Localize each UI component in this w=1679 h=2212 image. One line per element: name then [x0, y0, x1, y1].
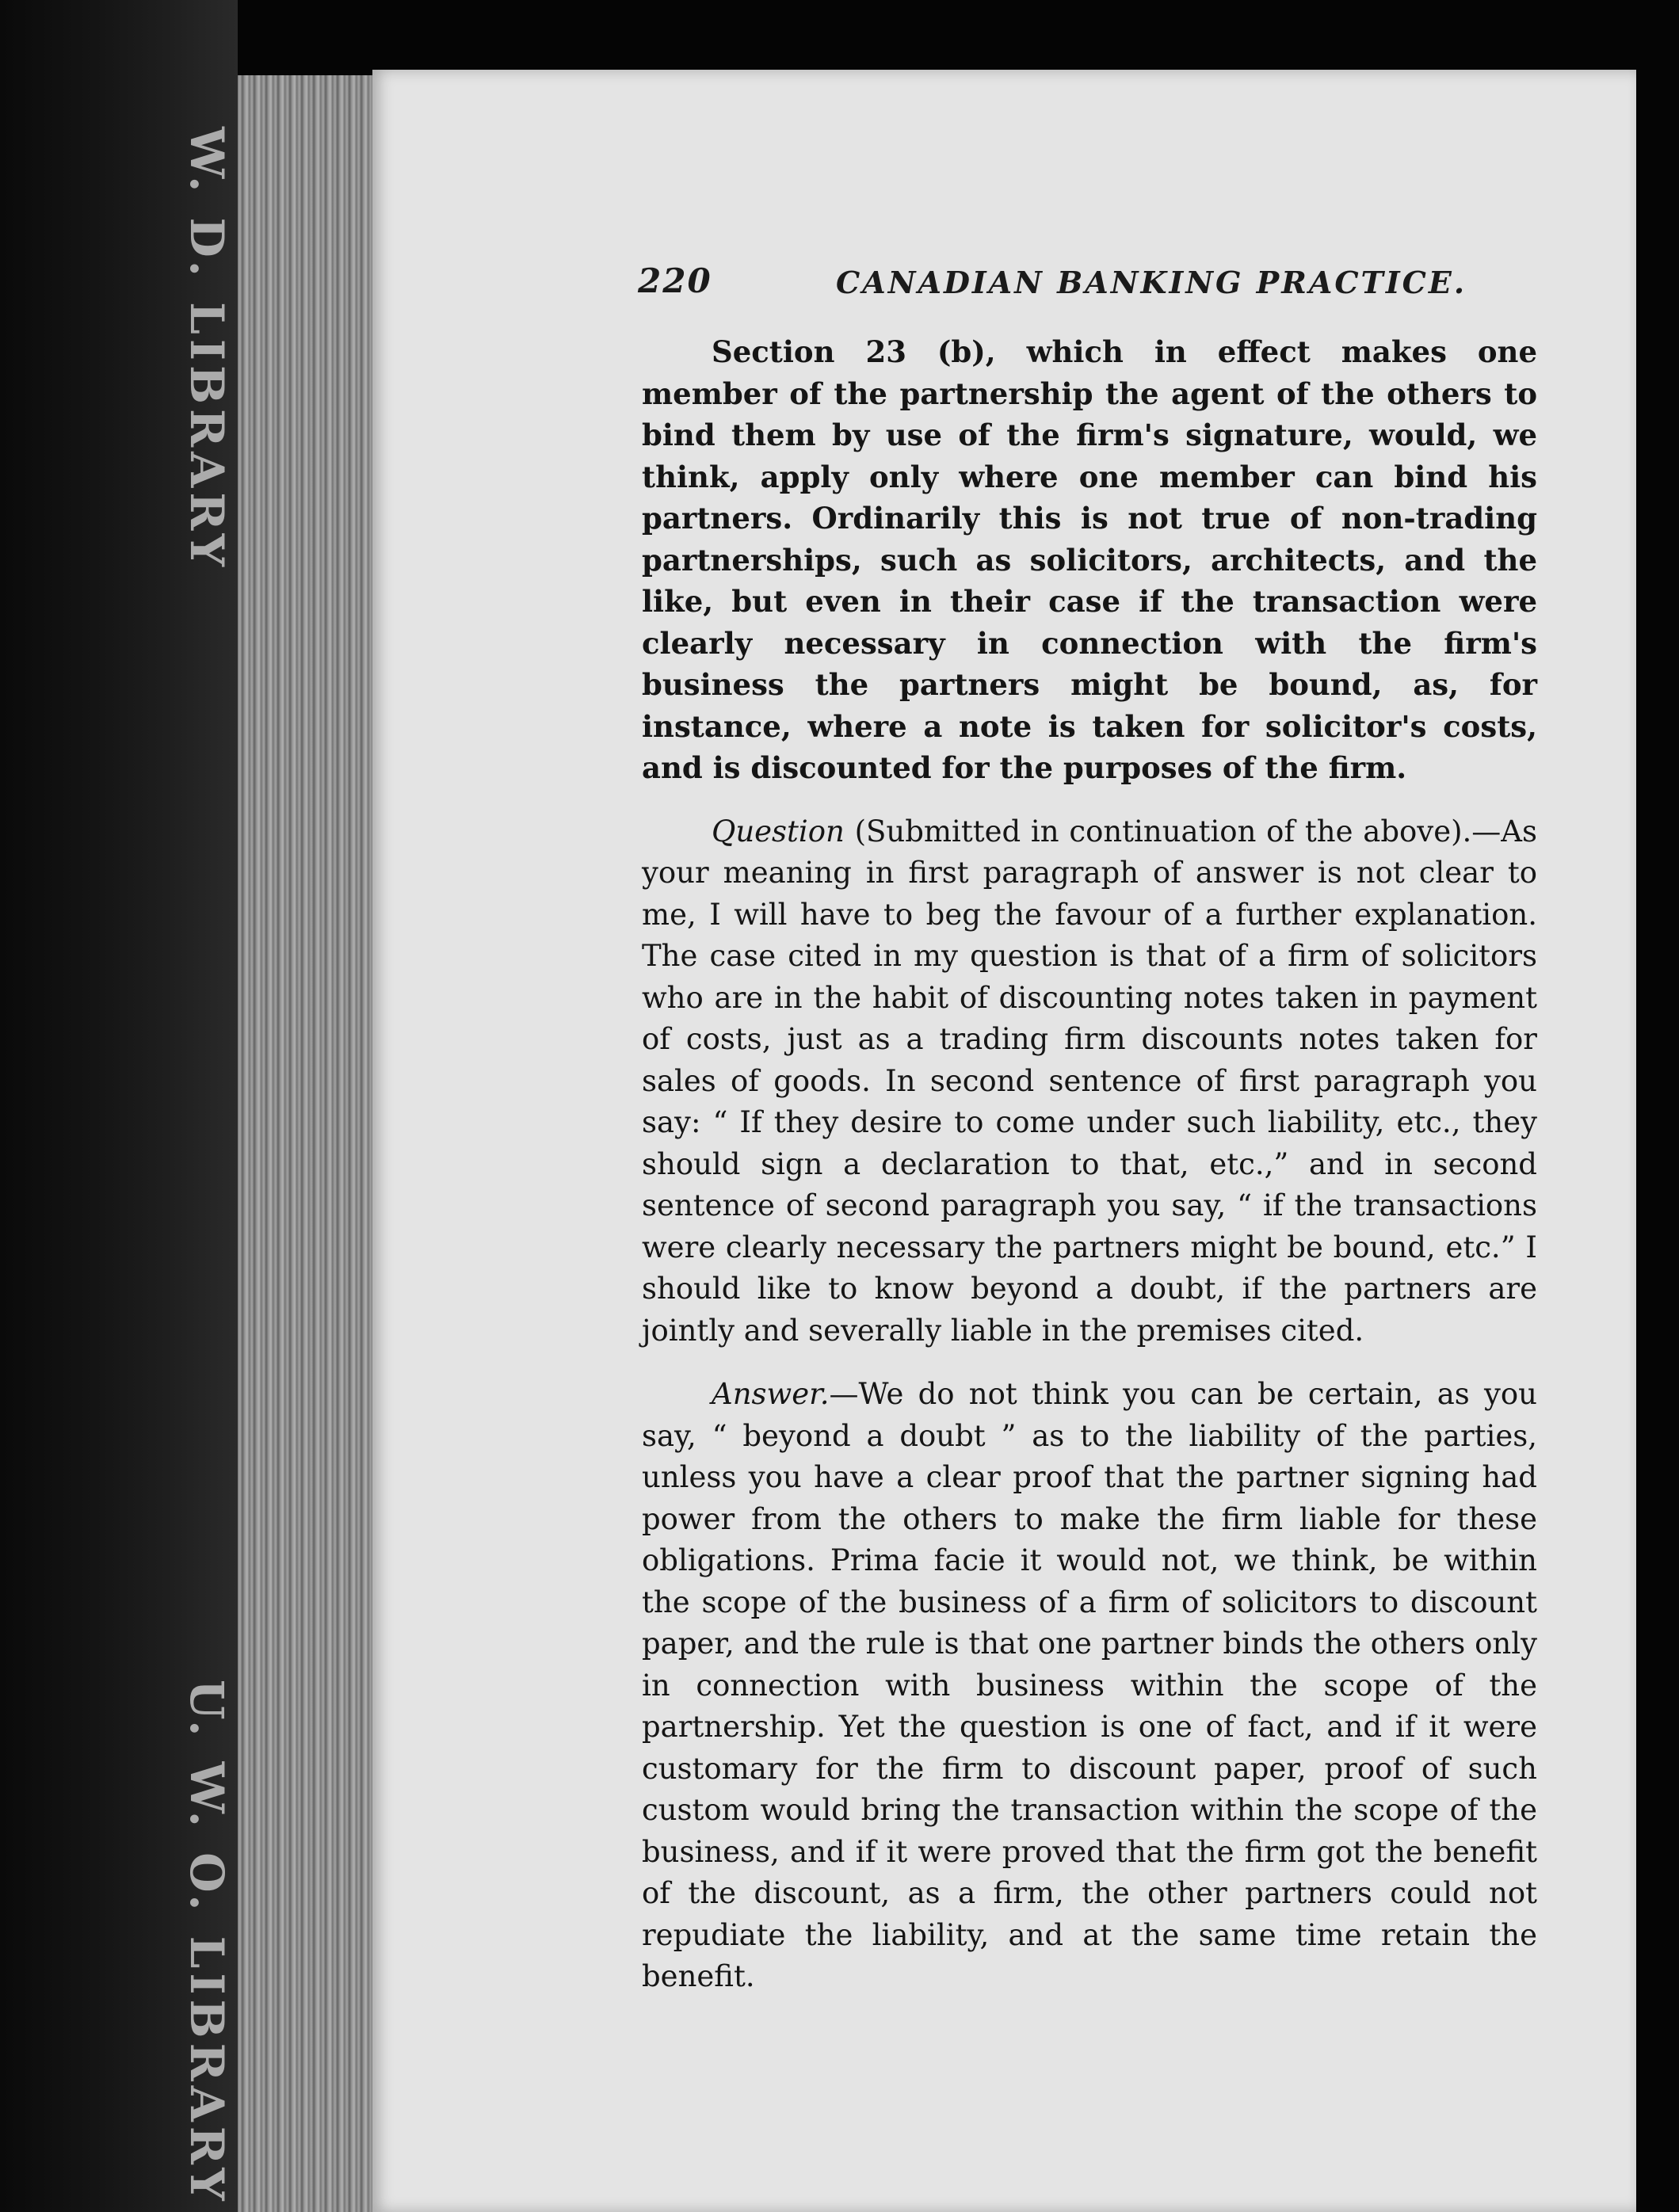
- paragraph-text: (Submitted in continuation of the above).—As your meaning in first paragraph of answer is not clear to me, I will have to beg the favour of a further explanation. The case cited in my question is that of a firm of solicitors who are in the habit of discounting notes taken in payment of costs, just as a trading firm discounts notes taken for sales of goods. In second sentence of first paragraph you say: “ If they desire to come under such liability, etc., they should sign a declaration to that, etc.,” and in second sentence of second paragraph you say, “ if the transactions were clearly necessary the partners might be bound, etc.” I should like to know beyond a doubt, if the partners are jointly and severally liable in the premises cited.: [642, 814, 1537, 1348]
- paragraph-lead-question: Question: [712, 814, 845, 849]
- page-header: [372, 70, 1307, 133]
- paragraph-section-23: [642, 331, 1537, 789]
- spine-label-lower: U. W. O. LIBRARY: [180, 1680, 234, 2206]
- spine-label-upper: W. D. LIBRARY: [180, 127, 234, 572]
- page-edges: [238, 75, 380, 2212]
- paragraph-question: [642, 811, 1537, 1352]
- page-header: [638, 261, 1573, 325]
- paragraph-text: Section 23 (b), which in effect makes one member of the partnership the agent of the others to bind them by use of the firm's signature, would, we think, apply only where one member can bind his partners. Ordinarily this is not true of non-trading partnerships, such as solicitors, architects, and the like, but even in their case if the transaction were clearly necessary in connection with the firm's business the partners might be bound, as, for instance, where a note is taken for solicitor's costs, and is discounted for the purposes of the firm.: [642, 334, 1537, 785]
- paragraph-answer: [642, 1374, 1537, 1998]
- paragraph-text: —We do not think you can be certain, as you say, “ beyond a doubt ” as to the liability of the parties, unless you have a clear proof that the partner signing had power from the others to make the firm liable for these obligations. Prima facie it would not, we think, be within the scope of the business of a firm of solicitors to discount paper, and the rule is that one partner binds the others only in connection with business within the scope of the partnership. Yet the question is one of fact, and if it were customary for the firm to discount paper, proof of such custom would bring the transaction within the scope of the business, and if it were proved that the firm got the benefit of the discount, as a firm, the other partners could not repudiate the liability, and at the same time retain the benefit.: [642, 1377, 1537, 1993]
- running-head: CANADIAN BANKING PRACTICE.: [836, 265, 1467, 300]
- page-number: 220: [638, 261, 712, 300]
- paragraph-lead-answer: Answer.: [712, 1377, 830, 1411]
- page-body: [642, 331, 1537, 2020]
